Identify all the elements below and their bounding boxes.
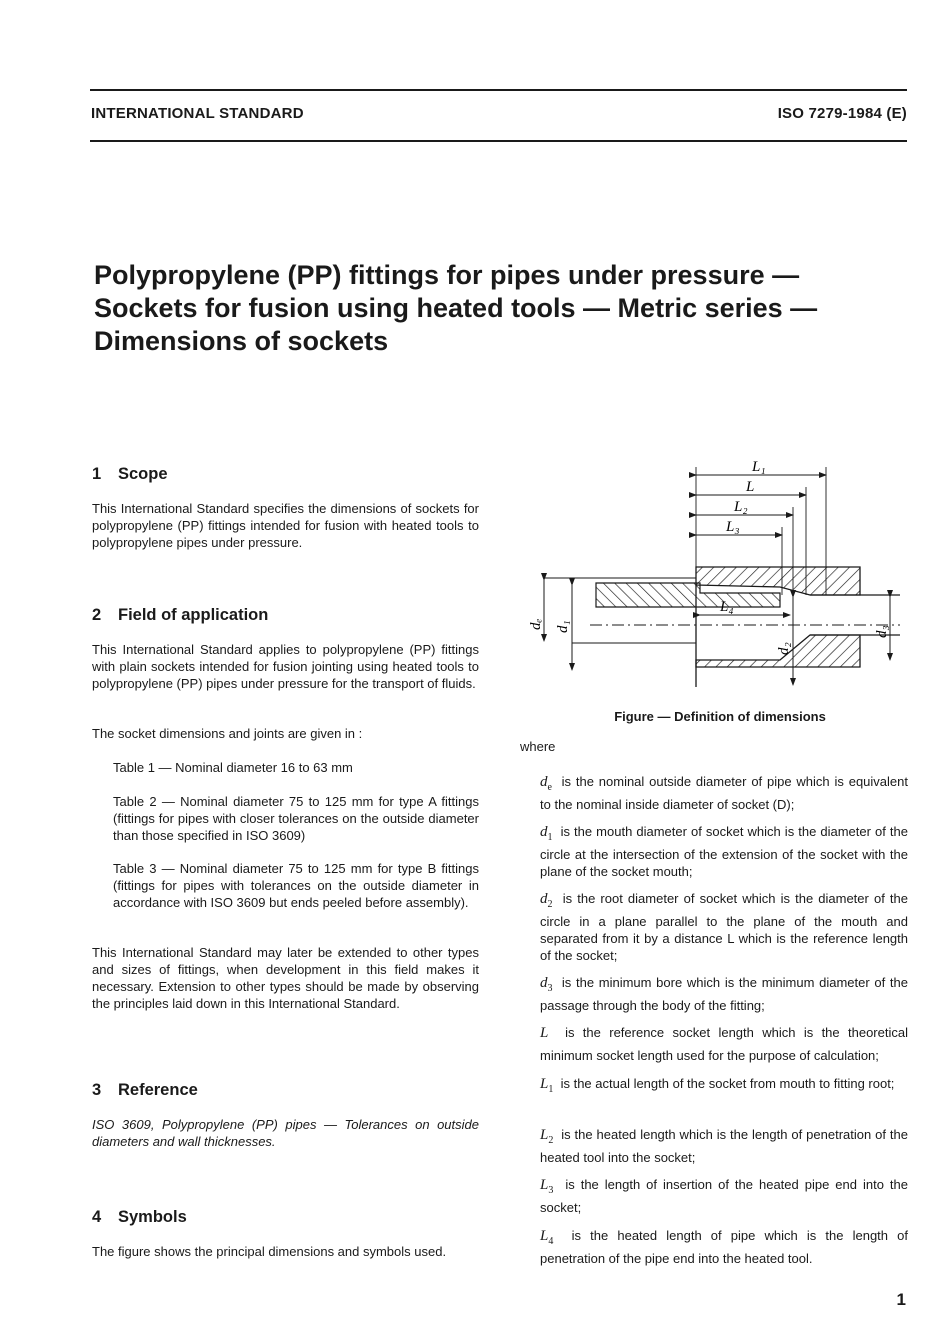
symbol-name: $d_1$ <box>540 824 553 843</box>
symbol-name: $d_2$ <box>540 891 553 910</box>
header-document-number: ISO 7279-1984 (E) <box>777 105 907 122</box>
section-title: Symbols <box>118 1208 187 1226</box>
symbols-intro-paragraph: The figure shows the principal dimensions and symbols used. <box>92 1244 447 1259</box>
section-scope-heading <box>92 465 168 484</box>
document-title <box>94 259 894 358</box>
label-l1: L₁ <box>752 459 766 475</box>
symbol-d2-definition: $d_2$ is the root diameter of socket which is the diameter of the circle in a plane parallel to the plane of the mouth and separated from it by a distance L which is the reference length of the socket; <box>540 891 908 963</box>
reference-paragraph: ISO 3609, Polypropylene (PP) pipes — Tolerances on outside diameters and wall thicknesses. <box>92 1117 479 1149</box>
scope-paragraph: This International Standard specifies the dimensions of sockets for polypropylene (PP) fittings intended for fusion with heated tools to polypropylene pipes under pressure. <box>92 501 479 550</box>
field-paragraph-3: This International Standard may later be extended to other types and sizes of fittings, when development in this field makes it necessary. Extension to other types should be made by observing the principles laid down in this International Standard. <box>92 945 479 1011</box>
header-standard-label: INTERNATIONAL STANDARD <box>91 105 304 122</box>
section-title: Reference <box>118 1081 198 1099</box>
section-number: 1 <box>92 465 102 483</box>
symbol-l3-definition: $L_3$ is the length of insertion of the heated pipe end into the socket; <box>540 1177 908 1215</box>
table-2-item: Table 2 — Nominal diameter 75 to 125 mm for type A fittings (fittings for pipes with closer tolerances on the outside diameter than those specified in ISO 3609) <box>113 794 479 843</box>
fitting-body-upper <box>696 567 860 595</box>
section-symbols-heading <box>92 1208 187 1227</box>
label-l4: L₄ <box>720 599 734 615</box>
symbol-name: $L_3$ <box>540 1177 554 1196</box>
figure-caption: Figure — Definition of dimensions <box>614 709 826 724</box>
symbol-name: $L_4$ <box>540 1228 554 1247</box>
label-d2: d₂ <box>776 642 792 655</box>
section-field-heading <box>92 606 268 625</box>
page-number: 1 <box>896 1290 906 1309</box>
label-d3: d₃ <box>874 625 890 638</box>
label-l2: L₂ <box>734 499 748 515</box>
section-title: Scope <box>118 465 168 483</box>
section-number: 4 <box>92 1208 102 1226</box>
symbol-name: $d_e$ <box>540 774 552 793</box>
section-reference-heading <box>92 1081 198 1100</box>
field-paragraph-1: This International Standard applies to polypropylene (PP) fittings with plain sockets intended for fusion jointing using heated tools to polypropylene (PP) pipes under pressure for the transport of fluids. <box>92 642 479 691</box>
title-line-2: Sockets for fusion using heated tools — Metric series — <box>94 293 818 323</box>
symbol-name: $d_3$ <box>540 975 553 994</box>
symbol-de-definition: $d_e$ is the nominal outside diameter of pipe which is equivalent to the nominal inside diameter of socket (D); <box>540 774 908 812</box>
section-number: 2 <box>92 606 102 624</box>
where-label: where <box>520 739 556 754</box>
symbol-d3-definition: $d_3$ is the minimum bore which is the minimum diameter of the passage through the body of the fitting; <box>540 975 908 1013</box>
label-d1: d₁ <box>555 620 571 633</box>
symbol-d1-definition: $d_1$ is the mouth diameter of socket which is the diameter of the circle at the intersection of the extension of the socket with the plane of the socket mouth; <box>540 824 908 879</box>
table-1-item: Table 1 — Nominal diameter 16 to 63 mm <box>113 760 353 775</box>
header-top-rule <box>90 89 907 91</box>
table-3-item: Table 3 — Nominal diameter 75 to 125 mm for type B fittings (fittings for pipes with tolerances on the outside diameter in accordance with ISO 3609 but ends peeled before assembly). <box>113 861 479 910</box>
field-paragraph-2: The socket dimensions and joints are given in : <box>92 726 363 741</box>
label-de: dₑ <box>528 618 544 630</box>
header-bottom-rule <box>90 140 907 142</box>
symbol-name: $L_1$ <box>540 1076 554 1095</box>
symbol-l1-definition: $L_1$ is the actual length of the socket from mouth to fitting root; <box>540 1076 895 1095</box>
socket-dimension-figure <box>520 455 920 700</box>
label-l: L <box>746 479 755 495</box>
symbol-name: $L_2$ <box>540 1127 554 1146</box>
symbol-l2-definition: $L_2$ is the heated length which is the length of penetration of the heated tool into the socket; <box>540 1127 908 1165</box>
section-number: 3 <box>92 1081 102 1099</box>
title-line-3: Dimensions of sockets <box>94 326 389 356</box>
title-line-1: Polypropylene (PP) fittings for pipes under pressure — <box>94 260 800 290</box>
symbol-l-definition: L is the reference socket length which is the theoretical minimum socket length used for the purpose of calculation; <box>540 1025 908 1063</box>
section-title: Field of application <box>118 606 269 624</box>
symbol-l4-definition: $L_4$ is the heated length of pipe which is the length of penetration of the pipe end into the heated tool. <box>540 1228 908 1266</box>
symbol-name: L <box>540 1025 549 1041</box>
label-l3: L₃ <box>726 519 740 535</box>
